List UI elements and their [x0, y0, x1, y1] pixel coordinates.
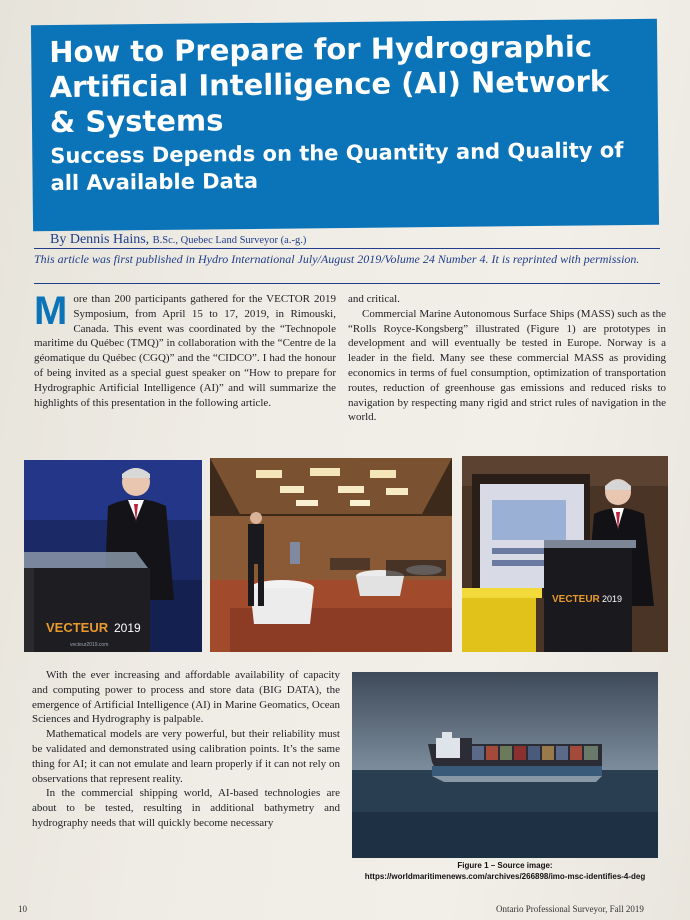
podium-website: vecteur2019.com	[70, 642, 109, 648]
podium-logo-year: 2019	[602, 594, 623, 604]
speaker-podium-image	[24, 460, 202, 652]
photo-conference-hall	[210, 458, 452, 652]
ship-image	[352, 672, 658, 858]
author-credentials: B.Sc., Quebec Land Surveyor (a.-g.)	[152, 235, 307, 246]
author-name: By Dennis Hains,	[50, 232, 153, 247]
photo-speaker-podium	[24, 460, 202, 652]
bottom-rule	[34, 283, 660, 284]
article-subtitle: Success Depends on the Quantity and Quality of all Available Data	[50, 138, 624, 196]
page-number: 10	[18, 904, 27, 914]
drop-cap: M	[34, 289, 68, 333]
podium-logo-year: 2019	[114, 621, 141, 635]
paragraph: and critical.	[348, 293, 400, 305]
paragraph: Commercial Marine Autonomous Surface Ships (MASS) such as the “Rolls Royce-Kongsberg” illustrated (Figure 1) are prototypes in development and will eventually be tested in Europe. Norway is a leader in the field. Many see these commercial MASS as providing economics in terms of fuel consumption, optimization of transportation routes, reduction of greenhouse gas emissions and reduced risks to navigation by respecting many rigid and strict rules of navigation in the world.	[348, 307, 666, 424]
podium-logo-text: VECTEUR	[552, 594, 600, 605]
paragraph: With the ever increasing and affordable availability of capacity and computing power to process and store data (BIG DATA), the emergence of Artificial Intelligence (AI) in Marine Geomatics, Ocean Sciences and Hydrography is palpable.	[32, 669, 340, 726]
caption-source-link[interactable]: https://worldmaritimenews.com/archives/266898/imo-msc-identifies-4-deg	[364, 872, 646, 881]
speaker-screen-image	[462, 456, 668, 652]
paragraph: In the commercial shipping world, AI-based technologies are about to be tested, resulting in additional bathymetry and hydrography needs that will quickly become necessary	[32, 787, 340, 829]
intro-paragraph: ore than 200 participants gathered for the VECTOR 2019 Symposium, from April 15 to 17, 2019, in Rimouski, Canada. This event was coordinated by the “Technopole maritime du Québec (TMQ)” in collaboration with the “Centre de la géomatique du Québec (CGQ)” and the “CIDCO”. I had the honour of being invited as a special guest speaker on “How to prepare for Hydrographic Artificial Intelligence (AI)” and will summarize the highlights of this presentation in the following article.	[34, 293, 336, 409]
conference-hall-image	[210, 458, 452, 652]
article-column-3	[32, 668, 340, 831]
photo-speaker-screen	[462, 456, 668, 652]
podium-logo-text: VECTEUR	[46, 620, 109, 635]
byline	[50, 232, 306, 248]
article-column-2	[348, 292, 666, 425]
figure-caption	[352, 860, 658, 882]
top-rule	[34, 248, 660, 249]
title-banner	[31, 19, 659, 232]
reprint-note: This article was first published in Hydro International July/August 2019/Volume 24 Number 4. It is reprinted with permission.	[34, 252, 640, 266]
article-column-1	[34, 289, 336, 410]
paragraph: Mathematical models are very powerful, but their reliability must be validated and demonstrated using calibration points. It’s the same thing for AI; it can not emulate and learn properly if it can not rely on observations that represent reality.	[32, 728, 340, 785]
article-title: How to Prepare for Hydrographic Artificial Intelligence (AI) Network & Systems	[49, 29, 610, 140]
publication-footer: Ontario Professional Surveyor, Fall 2019	[496, 904, 644, 914]
caption-title: Figure 1 – Source image:	[457, 861, 553, 870]
figure-1-ship-photo	[352, 672, 658, 858]
